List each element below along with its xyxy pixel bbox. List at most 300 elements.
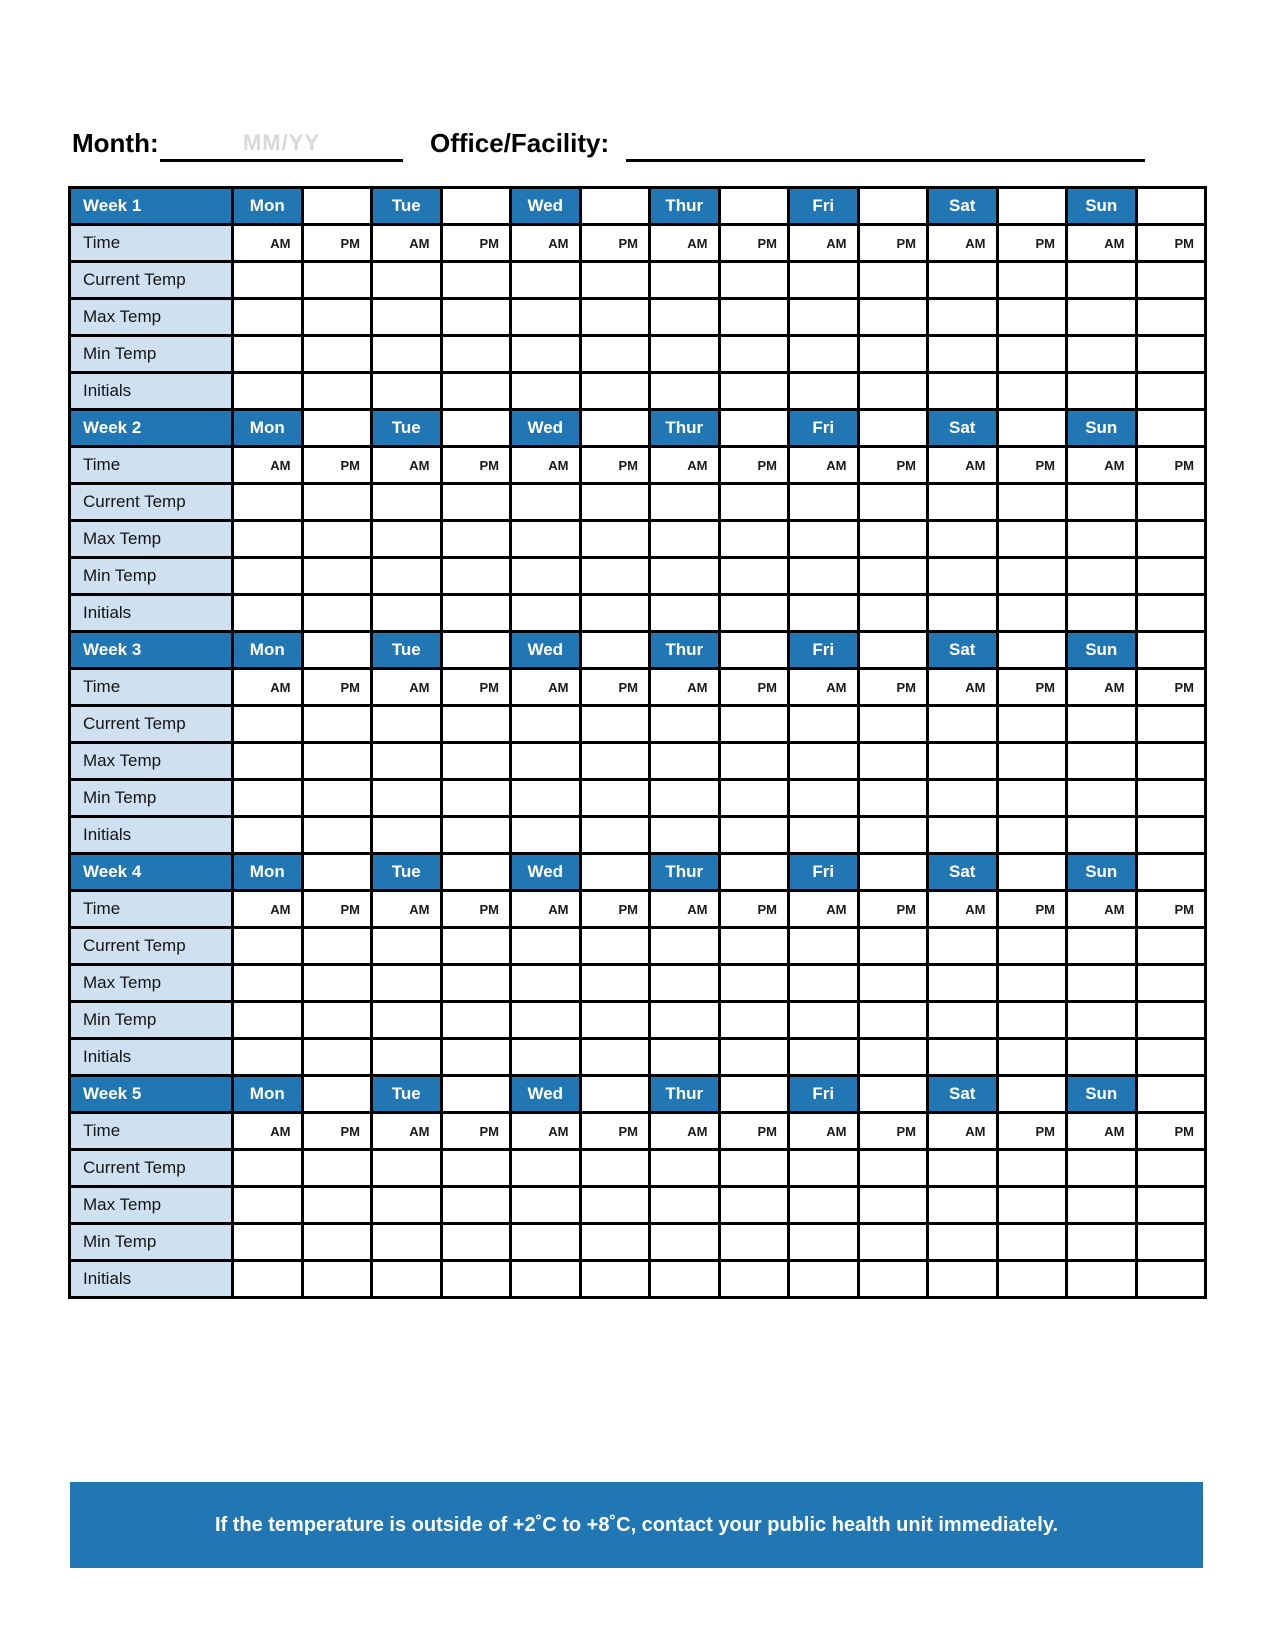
temp-entry-cell[interactable] bbox=[789, 299, 859, 336]
temp-entry-cell[interactable] bbox=[719, 373, 789, 410]
temp-entry-cell[interactable] bbox=[511, 817, 581, 854]
temp-entry-cell[interactable] bbox=[858, 928, 928, 965]
day-header: Sat bbox=[928, 854, 998, 891]
temp-entry-cell[interactable] bbox=[858, 262, 928, 299]
temp-entry-cell[interactable] bbox=[650, 1224, 720, 1261]
temp-entry-cell[interactable] bbox=[1067, 373, 1137, 410]
temp-entry-cell[interactable] bbox=[997, 780, 1067, 817]
temp-entry-cell[interactable] bbox=[302, 1002, 372, 1039]
temp-entry-cell[interactable] bbox=[580, 484, 650, 521]
temp-entry-cell[interactable] bbox=[441, 595, 511, 632]
temp-entry-cell[interactable] bbox=[789, 336, 859, 373]
temp-entry-cell[interactable] bbox=[1136, 817, 1206, 854]
temp-entry-cell[interactable] bbox=[372, 262, 442, 299]
am-header: AM bbox=[650, 891, 720, 928]
temp-entry-cell[interactable] bbox=[858, 521, 928, 558]
temp-entry-cell[interactable] bbox=[650, 817, 720, 854]
temp-entry-cell[interactable] bbox=[302, 1039, 372, 1076]
temp-entry-cell[interactable] bbox=[928, 928, 998, 965]
temp-entry-cell[interactable] bbox=[928, 595, 998, 632]
temp-entry-cell[interactable] bbox=[233, 817, 303, 854]
temp-entry-cell[interactable] bbox=[372, 965, 442, 1002]
temp-entry-cell[interactable] bbox=[650, 928, 720, 965]
temp-entry-cell[interactable] bbox=[650, 484, 720, 521]
temp-entry-cell[interactable] bbox=[997, 817, 1067, 854]
temp-entry-cell[interactable] bbox=[580, 1261, 650, 1298]
temp-entry-cell[interactable] bbox=[1067, 262, 1137, 299]
temp-entry-cell[interactable] bbox=[1067, 817, 1137, 854]
temp-entry-cell[interactable] bbox=[719, 521, 789, 558]
temp-entry-cell[interactable] bbox=[789, 706, 859, 743]
pm-header: PM bbox=[580, 447, 650, 484]
temp-entry-cell[interactable] bbox=[928, 521, 998, 558]
temp-entry-cell[interactable] bbox=[302, 1150, 372, 1187]
temp-entry-cell[interactable] bbox=[789, 928, 859, 965]
temp-entry-cell[interactable] bbox=[233, 780, 303, 817]
temp-entry-cell[interactable] bbox=[719, 928, 789, 965]
temp-entry-cell[interactable] bbox=[441, 1039, 511, 1076]
temp-entry-cell[interactable] bbox=[719, 1261, 789, 1298]
temp-entry-cell[interactable] bbox=[580, 1224, 650, 1261]
temp-entry-cell[interactable] bbox=[719, 1150, 789, 1187]
temp-entry-cell[interactable] bbox=[302, 1224, 372, 1261]
temp-entry-cell[interactable] bbox=[580, 1150, 650, 1187]
temp-entry-cell[interactable] bbox=[789, 780, 859, 817]
temp-entry-cell[interactable] bbox=[997, 1150, 1067, 1187]
temp-entry-cell[interactable] bbox=[650, 262, 720, 299]
temp-entry-cell[interactable] bbox=[1136, 965, 1206, 1002]
temp-entry-cell[interactable] bbox=[233, 595, 303, 632]
temp-entry-cell[interactable] bbox=[233, 521, 303, 558]
temp-entry-cell[interactable] bbox=[302, 1261, 372, 1298]
temp-entry-cell[interactable] bbox=[719, 1039, 789, 1076]
temp-entry-cell[interactable] bbox=[650, 558, 720, 595]
temp-entry-cell[interactable] bbox=[719, 706, 789, 743]
temp-entry-cell[interactable] bbox=[719, 595, 789, 632]
day-header: Fri bbox=[789, 410, 859, 447]
temp-entry-cell[interactable] bbox=[997, 965, 1067, 1002]
temp-entry-cell[interactable] bbox=[580, 780, 650, 817]
temp-entry-cell[interactable] bbox=[997, 1187, 1067, 1224]
temp-entry-cell[interactable] bbox=[580, 1002, 650, 1039]
temp-entry-cell[interactable] bbox=[997, 595, 1067, 632]
temp-entry-cell[interactable] bbox=[511, 336, 581, 373]
temp-entry-cell[interactable] bbox=[650, 521, 720, 558]
temp-entry-cell[interactable] bbox=[719, 558, 789, 595]
temp-entry-cell[interactable] bbox=[789, 1039, 859, 1076]
temp-entry-cell[interactable] bbox=[372, 706, 442, 743]
temp-entry-cell[interactable] bbox=[441, 817, 511, 854]
temp-entry-cell[interactable] bbox=[650, 299, 720, 336]
temp-entry-cell[interactable] bbox=[302, 299, 372, 336]
temp-entry-cell[interactable] bbox=[997, 299, 1067, 336]
temp-entry-cell[interactable] bbox=[441, 484, 511, 521]
temp-entry-cell[interactable] bbox=[858, 706, 928, 743]
temp-entry-cell[interactable] bbox=[1136, 1261, 1206, 1298]
temp-entry-cell[interactable] bbox=[928, 780, 998, 817]
month-input[interactable]: MM/YY bbox=[160, 128, 403, 162]
temp-entry-cell[interactable] bbox=[719, 299, 789, 336]
temp-entry-cell[interactable] bbox=[233, 1187, 303, 1224]
temp-entry-cell[interactable] bbox=[789, 1261, 859, 1298]
temp-entry-cell[interactable] bbox=[511, 484, 581, 521]
temp-entry-cell[interactable] bbox=[1136, 595, 1206, 632]
temp-entry-cell[interactable] bbox=[858, 1150, 928, 1187]
temp-entry-cell[interactable] bbox=[302, 706, 372, 743]
temp-entry-cell[interactable] bbox=[650, 1002, 720, 1039]
temp-entry-cell[interactable] bbox=[997, 1002, 1067, 1039]
temp-entry-cell[interactable] bbox=[372, 1224, 442, 1261]
temp-entry-cell[interactable] bbox=[511, 1002, 581, 1039]
temp-entry-cell[interactable] bbox=[650, 706, 720, 743]
temp-entry-cell[interactable] bbox=[997, 484, 1067, 521]
temp-entry-cell[interactable] bbox=[233, 706, 303, 743]
temp-entry-cell[interactable] bbox=[1136, 521, 1206, 558]
temp-entry-cell[interactable] bbox=[580, 558, 650, 595]
temp-entry-cell[interactable] bbox=[789, 743, 859, 780]
temp-entry-cell[interactable] bbox=[858, 1261, 928, 1298]
temp-entry-cell[interactable] bbox=[858, 817, 928, 854]
temp-entry-cell[interactable] bbox=[719, 336, 789, 373]
temp-entry-cell[interactable] bbox=[650, 743, 720, 780]
temp-entry-cell[interactable] bbox=[233, 1261, 303, 1298]
temp-entry-cell[interactable] bbox=[511, 373, 581, 410]
temp-entry-cell[interactable] bbox=[580, 373, 650, 410]
temp-entry-cell[interactable] bbox=[928, 1224, 998, 1261]
temp-entry-cell[interactable] bbox=[302, 558, 372, 595]
temp-entry-cell[interactable] bbox=[789, 1150, 859, 1187]
temp-entry-cell[interactable] bbox=[1067, 336, 1137, 373]
temp-entry-cell[interactable] bbox=[789, 262, 859, 299]
temp-entry-cell[interactable] bbox=[858, 558, 928, 595]
temp-entry-cell[interactable] bbox=[858, 1002, 928, 1039]
temp-entry-cell[interactable] bbox=[858, 965, 928, 1002]
temp-entry-cell[interactable] bbox=[511, 521, 581, 558]
temp-entry-cell[interactable] bbox=[580, 817, 650, 854]
temp-entry-cell[interactable] bbox=[928, 373, 998, 410]
temp-entry-cell[interactable] bbox=[372, 1150, 442, 1187]
temp-entry-cell[interactable] bbox=[1136, 373, 1206, 410]
temp-entry-cell[interactable] bbox=[858, 336, 928, 373]
temp-entry-cell[interactable] bbox=[511, 1187, 581, 1224]
day-spacer-cell bbox=[858, 410, 928, 447]
temp-entry-cell[interactable] bbox=[372, 1187, 442, 1224]
temp-entry-cell[interactable] bbox=[1067, 780, 1137, 817]
temp-entry-cell[interactable] bbox=[1136, 558, 1206, 595]
temp-entry-cell[interactable] bbox=[1067, 558, 1137, 595]
temp-entry-cell[interactable] bbox=[302, 484, 372, 521]
temp-entry-cell[interactable] bbox=[789, 817, 859, 854]
temp-entry-cell[interactable] bbox=[858, 780, 928, 817]
temp-entry-cell[interactable] bbox=[650, 780, 720, 817]
temp-entry-cell[interactable] bbox=[650, 965, 720, 1002]
am-header: AM bbox=[789, 1113, 859, 1150]
temp-entry-cell[interactable] bbox=[580, 299, 650, 336]
temp-entry-cell[interactable] bbox=[789, 484, 859, 521]
temp-entry-cell[interactable] bbox=[928, 262, 998, 299]
temp-entry-cell[interactable] bbox=[1067, 1224, 1137, 1261]
temp-entry-cell[interactable] bbox=[372, 299, 442, 336]
temp-entry-cell[interactable] bbox=[233, 1150, 303, 1187]
temp-entry-cell[interactable] bbox=[441, 1002, 511, 1039]
temp-entry-cell[interactable] bbox=[928, 743, 998, 780]
temp-entry-cell[interactable] bbox=[233, 558, 303, 595]
temp-entry-cell[interactable] bbox=[789, 558, 859, 595]
temp-entry-cell[interactable] bbox=[372, 1261, 442, 1298]
temp-entry-cell[interactable] bbox=[997, 928, 1067, 965]
temp-entry-cell[interactable] bbox=[928, 817, 998, 854]
temp-entry-cell[interactable] bbox=[441, 1150, 511, 1187]
week-header-row bbox=[70, 410, 1206, 447]
temp-entry-cell[interactable] bbox=[928, 1187, 998, 1224]
temp-entry-cell[interactable] bbox=[441, 743, 511, 780]
temp-entry-cell[interactable] bbox=[1136, 1150, 1206, 1187]
temp-entry-cell[interactable] bbox=[1136, 706, 1206, 743]
temp-entry-cell[interactable] bbox=[580, 262, 650, 299]
temp-entry-cell[interactable] bbox=[928, 706, 998, 743]
temp-entry-cell[interactable] bbox=[719, 817, 789, 854]
temp-entry-cell[interactable] bbox=[719, 484, 789, 521]
temp-entry-cell[interactable] bbox=[1067, 299, 1137, 336]
am-header: AM bbox=[928, 225, 998, 262]
temp-entry-cell[interactable] bbox=[858, 373, 928, 410]
temp-entry-cell[interactable] bbox=[928, 1150, 998, 1187]
temp-entry-cell[interactable] bbox=[650, 1187, 720, 1224]
temp-entry-cell[interactable] bbox=[372, 743, 442, 780]
temp-entry-cell[interactable] bbox=[441, 1261, 511, 1298]
temp-entry-cell[interactable] bbox=[441, 706, 511, 743]
temp-entry-cell[interactable] bbox=[789, 1002, 859, 1039]
temp-entry-cell[interactable] bbox=[1067, 1261, 1137, 1298]
temp-entry-cell[interactable] bbox=[511, 780, 581, 817]
temp-entry-cell[interactable] bbox=[1067, 1002, 1137, 1039]
temp-entry-cell[interactable] bbox=[511, 558, 581, 595]
row-label: Max Temp bbox=[70, 1187, 233, 1224]
temp-entry-cell[interactable] bbox=[580, 336, 650, 373]
temp-entry-cell[interactable] bbox=[650, 595, 720, 632]
temp-entry-cell[interactable] bbox=[372, 780, 442, 817]
time-row bbox=[70, 669, 1206, 706]
week-header-row bbox=[70, 1076, 1206, 1113]
temp-entry-cell[interactable] bbox=[511, 262, 581, 299]
temp-entry-cell[interactable] bbox=[372, 817, 442, 854]
temp-entry-cell[interactable] bbox=[789, 1187, 859, 1224]
log-table-body bbox=[70, 188, 1206, 1298]
temp-entry-cell[interactable] bbox=[1136, 299, 1206, 336]
temp-entry-cell[interactable] bbox=[372, 484, 442, 521]
temp-entry-cell[interactable] bbox=[1136, 743, 1206, 780]
temp-entry-cell[interactable] bbox=[233, 1002, 303, 1039]
temp-entry-cell[interactable] bbox=[1136, 336, 1206, 373]
temp-entry-cell[interactable] bbox=[233, 484, 303, 521]
temp-entry-cell[interactable] bbox=[580, 928, 650, 965]
temp-entry-cell[interactable] bbox=[858, 743, 928, 780]
temp-entry-cell[interactable] bbox=[997, 521, 1067, 558]
temp-entry-cell[interactable] bbox=[580, 1187, 650, 1224]
temp-entry-cell[interactable] bbox=[302, 928, 372, 965]
temp-entry-cell[interactable] bbox=[997, 706, 1067, 743]
temp-entry-cell[interactable] bbox=[997, 336, 1067, 373]
day-spacer-cell bbox=[302, 854, 372, 891]
temp-entry-cell[interactable] bbox=[1067, 521, 1137, 558]
temp-entry-cell[interactable] bbox=[302, 595, 372, 632]
temp-entry-cell[interactable] bbox=[928, 1039, 998, 1076]
temp-entry-cell[interactable] bbox=[511, 706, 581, 743]
temp-entry-cell[interactable] bbox=[511, 743, 581, 780]
data-row bbox=[70, 299, 1206, 336]
temp-entry-cell[interactable] bbox=[858, 299, 928, 336]
temp-entry-cell[interactable] bbox=[997, 558, 1067, 595]
temp-entry-cell[interactable] bbox=[789, 595, 859, 632]
temp-entry-cell[interactable] bbox=[511, 1261, 581, 1298]
temp-entry-cell[interactable] bbox=[441, 1224, 511, 1261]
temp-entry-cell[interactable] bbox=[719, 743, 789, 780]
temp-entry-cell[interactable] bbox=[441, 928, 511, 965]
temp-entry-cell[interactable] bbox=[858, 484, 928, 521]
temp-entry-cell[interactable] bbox=[580, 1039, 650, 1076]
temp-entry-cell[interactable] bbox=[233, 1039, 303, 1076]
pm-header: PM bbox=[1136, 225, 1206, 262]
temp-entry-cell[interactable] bbox=[719, 1224, 789, 1261]
temp-entry-cell[interactable] bbox=[1136, 1187, 1206, 1224]
temp-entry-cell[interactable] bbox=[441, 521, 511, 558]
temp-entry-cell[interactable] bbox=[580, 743, 650, 780]
temp-entry-cell[interactable] bbox=[302, 743, 372, 780]
temp-entry-cell[interactable] bbox=[928, 1002, 998, 1039]
temp-entry-cell[interactable] bbox=[928, 484, 998, 521]
temp-entry-cell[interactable] bbox=[233, 336, 303, 373]
temp-entry-cell[interactable] bbox=[580, 706, 650, 743]
temp-entry-cell[interactable] bbox=[1067, 484, 1137, 521]
temp-entry-cell[interactable] bbox=[858, 1224, 928, 1261]
temp-entry-cell[interactable] bbox=[1136, 262, 1206, 299]
temp-entry-cell[interactable] bbox=[233, 262, 303, 299]
temp-entry-cell[interactable] bbox=[302, 817, 372, 854]
pm-header: PM bbox=[580, 1113, 650, 1150]
temp-entry-cell[interactable] bbox=[372, 336, 442, 373]
temp-entry-cell[interactable] bbox=[302, 965, 372, 1002]
temp-entry-cell[interactable] bbox=[719, 965, 789, 1002]
temp-entry-cell[interactable] bbox=[858, 1039, 928, 1076]
temp-entry-cell[interactable] bbox=[511, 1224, 581, 1261]
temp-entry-cell[interactable] bbox=[372, 595, 442, 632]
temp-entry-cell[interactable] bbox=[789, 1224, 859, 1261]
temp-entry-cell[interactable] bbox=[1067, 595, 1137, 632]
temp-entry-cell[interactable] bbox=[441, 780, 511, 817]
temp-entry-cell[interactable] bbox=[233, 743, 303, 780]
temp-entry-cell[interactable] bbox=[372, 521, 442, 558]
temp-entry-cell[interactable] bbox=[580, 965, 650, 1002]
temp-entry-cell[interactable] bbox=[441, 373, 511, 410]
temp-entry-cell[interactable] bbox=[1136, 1224, 1206, 1261]
temp-entry-cell[interactable] bbox=[372, 1002, 442, 1039]
temp-entry-cell[interactable] bbox=[650, 373, 720, 410]
temp-entry-cell[interactable] bbox=[511, 1150, 581, 1187]
temp-entry-cell[interactable] bbox=[441, 965, 511, 1002]
temp-entry-cell[interactable] bbox=[511, 928, 581, 965]
temp-entry-cell[interactable] bbox=[233, 965, 303, 1002]
temp-entry-cell[interactable] bbox=[997, 1039, 1067, 1076]
temp-entry-cell[interactable] bbox=[1067, 743, 1137, 780]
temp-entry-cell[interactable] bbox=[233, 1224, 303, 1261]
temp-entry-cell[interactable] bbox=[928, 299, 998, 336]
temp-entry-cell[interactable] bbox=[441, 558, 511, 595]
temp-entry-cell[interactable] bbox=[997, 262, 1067, 299]
temp-entry-cell[interactable] bbox=[650, 336, 720, 373]
temp-entry-cell[interactable] bbox=[302, 373, 372, 410]
temp-entry-cell[interactable] bbox=[997, 1261, 1067, 1298]
temp-entry-cell[interactable] bbox=[511, 299, 581, 336]
temp-entry-cell[interactable] bbox=[372, 1039, 442, 1076]
temp-entry-cell[interactable] bbox=[372, 373, 442, 410]
temp-entry-cell[interactable] bbox=[1067, 928, 1137, 965]
temp-entry-cell[interactable] bbox=[1136, 1002, 1206, 1039]
temp-entry-cell[interactable] bbox=[997, 743, 1067, 780]
temp-entry-cell[interactable] bbox=[1136, 780, 1206, 817]
temp-entry-cell[interactable] bbox=[928, 336, 998, 373]
temp-entry-cell[interactable] bbox=[302, 336, 372, 373]
temp-entry-cell[interactable] bbox=[233, 373, 303, 410]
temp-entry-cell[interactable] bbox=[650, 1150, 720, 1187]
temp-entry-cell[interactable] bbox=[302, 1187, 372, 1224]
temp-entry-cell[interactable] bbox=[580, 521, 650, 558]
temp-entry-cell[interactable] bbox=[441, 299, 511, 336]
temp-entry-cell[interactable] bbox=[1067, 1150, 1137, 1187]
temp-entry-cell[interactable] bbox=[302, 780, 372, 817]
temp-entry-cell[interactable] bbox=[511, 595, 581, 632]
temp-entry-cell[interactable] bbox=[441, 262, 511, 299]
temp-entry-cell[interactable] bbox=[1067, 965, 1137, 1002]
office-facility-input[interactable] bbox=[626, 128, 1145, 162]
temp-entry-cell[interactable] bbox=[233, 928, 303, 965]
temp-entry-cell[interactable] bbox=[858, 1187, 928, 1224]
temp-entry-cell[interactable] bbox=[441, 336, 511, 373]
temp-entry-cell[interactable] bbox=[1136, 1039, 1206, 1076]
temp-entry-cell[interactable] bbox=[1136, 928, 1206, 965]
temp-entry-cell[interactable] bbox=[302, 521, 372, 558]
temp-entry-cell[interactable] bbox=[789, 373, 859, 410]
temp-entry-cell[interactable] bbox=[441, 1187, 511, 1224]
temp-entry-cell[interactable] bbox=[928, 1261, 998, 1298]
temp-entry-cell[interactable] bbox=[789, 965, 859, 1002]
data-row bbox=[70, 743, 1206, 780]
temp-entry-cell[interactable] bbox=[997, 1224, 1067, 1261]
temp-entry-cell[interactable] bbox=[650, 1261, 720, 1298]
temp-entry-cell[interactable] bbox=[1067, 706, 1137, 743]
temp-entry-cell[interactable] bbox=[511, 965, 581, 1002]
temp-entry-cell[interactable] bbox=[928, 558, 998, 595]
temp-entry-cell[interactable] bbox=[302, 262, 372, 299]
temp-entry-cell[interactable] bbox=[858, 595, 928, 632]
temp-entry-cell[interactable] bbox=[719, 262, 789, 299]
temp-entry-cell[interactable] bbox=[928, 965, 998, 1002]
temp-entry-cell[interactable] bbox=[719, 780, 789, 817]
temp-entry-cell[interactable] bbox=[580, 595, 650, 632]
temp-entry-cell[interactable] bbox=[1067, 1039, 1137, 1076]
temp-entry-cell[interactable] bbox=[1136, 484, 1206, 521]
temp-entry-cell[interactable] bbox=[997, 373, 1067, 410]
temp-entry-cell[interactable] bbox=[719, 1187, 789, 1224]
temp-entry-cell[interactable] bbox=[372, 928, 442, 965]
data-row bbox=[70, 965, 1206, 1002]
temp-entry-cell[interactable] bbox=[233, 299, 303, 336]
temp-entry-cell[interactable] bbox=[511, 1039, 581, 1076]
temp-entry-cell[interactable] bbox=[1067, 1187, 1137, 1224]
temp-entry-cell[interactable] bbox=[372, 558, 442, 595]
temp-entry-cell[interactable] bbox=[789, 521, 859, 558]
temp-entry-cell[interactable] bbox=[719, 1002, 789, 1039]
temp-entry-cell[interactable] bbox=[650, 1039, 720, 1076]
